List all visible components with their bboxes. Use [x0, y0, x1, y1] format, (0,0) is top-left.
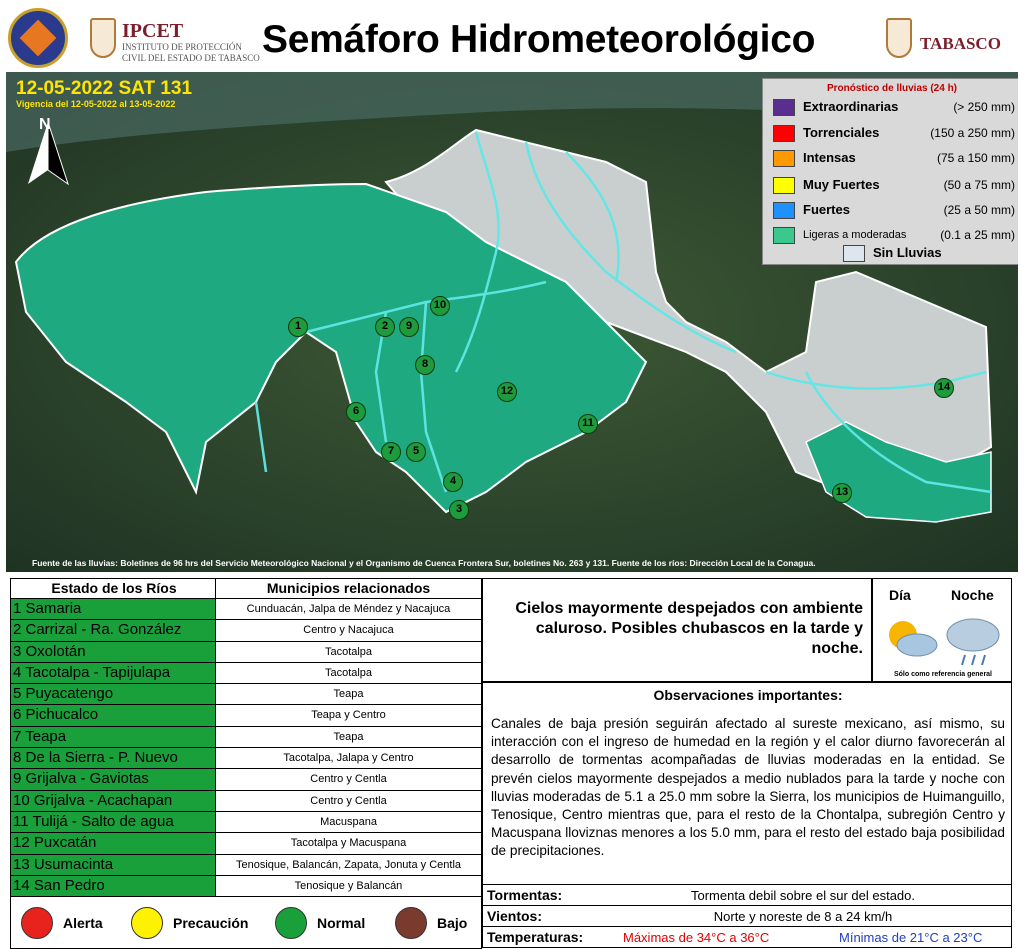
observations-box [482, 682, 1012, 885]
river-marker-2[interactable]: 2 [375, 317, 395, 337]
river-name: 4 Tacotalpa - Tapijulapa [10, 663, 216, 683]
river-municipalities: Macuspana [216, 812, 482, 832]
river-marker-10[interactable]: 10 [430, 296, 450, 316]
bottom-panel [6, 576, 1018, 949]
river-marker-13[interactable]: 13 [832, 483, 852, 503]
river-marker-12[interactable]: 12 [497, 382, 517, 402]
status-label: Precaución [173, 915, 249, 931]
river-municipalities: Tacotalpa, Jalapa y Centro [216, 748, 482, 768]
rivers-table [10, 578, 482, 897]
legend-range: (50 a 75 mm) [943, 178, 1015, 192]
river-name: 8 De la Sierra - P. Nuevo [10, 748, 216, 768]
legend-swatch [773, 177, 795, 194]
observations-title: Observaciones importantes: [653, 687, 843, 703]
legend-row-intensas [773, 148, 1018, 170]
river-name: 2 Carrizal - Ra. González [10, 620, 216, 640]
header-river-state: Estado de los Ríos [10, 579, 216, 598]
min-temperature: Mínimas de 21°C a 23°C [839, 930, 983, 945]
river-name: 1 Samaria [10, 599, 216, 619]
winds-key: Vientos: [487, 908, 542, 924]
river-municipalities: Tacotalpa y Macuspana [216, 833, 482, 853]
table-row [10, 855, 482, 876]
rivers-table-header [10, 579, 482, 599]
legend-row-fuertes [773, 200, 1018, 222]
legend-row-torrenciales [773, 123, 1018, 145]
legend-label: Torrenciales [803, 125, 880, 140]
temperatures-key: Temperaturas: [487, 929, 584, 945]
table-row [10, 769, 482, 790]
day-label: Día [889, 587, 911, 603]
legend-swatch [773, 125, 795, 142]
proteccion-civil-logo [8, 8, 68, 68]
legend-label: Ligeras a moderadas [803, 229, 907, 241]
legend-row-muy-fuertes [773, 175, 1018, 197]
storms-key: Tormentas: [487, 887, 563, 903]
river-marker-7[interactable]: 7 [381, 442, 401, 462]
river-marker-4[interactable]: 4 [443, 472, 463, 492]
legend-range: (> 250 mm) [953, 100, 1015, 114]
river-municipalities: Tenosique, Balancán, Zapata, Jonuta y Centla [216, 855, 482, 875]
data-source-note: Fuente de las lluvias: Boletines de 96 hrs del Servicio Meteorológico Nacional y el Organismo de Cuenca Frontera Sur, boletines No. 263 y 131. Fuente de los ríos: Dirección Local de la Conagua. [32, 558, 816, 568]
weather-icons-box [872, 578, 1012, 682]
river-marker-8[interactable]: 8 [415, 355, 435, 375]
temperatures-row [482, 927, 1012, 948]
river-municipalities: Teapa [216, 727, 482, 747]
table-row [10, 663, 482, 684]
table-row [10, 620, 482, 641]
ipcet-subtitle: INSTITUTO DE PROTECCIÓN CIVIL DEL ESTADO DE TABASCO [122, 42, 260, 63]
river-name: 13 Usumacinta [10, 855, 216, 875]
winds-value: Norte y noreste de 8 a 24 km/h [713, 909, 893, 924]
river-marker-1[interactable]: 1 [288, 317, 308, 337]
caution-dot-icon [131, 907, 163, 939]
river-municipalities: Centro y Nacajuca [216, 620, 482, 640]
tabasco-shield-icon [886, 18, 912, 58]
rain-icon [962, 655, 985, 665]
river-marker-6[interactable]: 6 [346, 402, 366, 422]
legend-label: Muy Fuertes [803, 177, 880, 192]
legend-title: Pronóstico de lluvias (24 h) [826, 83, 958, 94]
river-name: 3 Oxolotán [10, 642, 216, 662]
legend-swatch [843, 245, 865, 262]
river-name: 6 Pichucalco [10, 705, 216, 725]
table-row [10, 748, 482, 769]
north-label: N [39, 116, 51, 133]
rain-legend [762, 78, 1018, 265]
table-row [10, 791, 482, 812]
forecast-text: Cielos mayormente despejados con ambiente caluroso. Posibles chubascos en la tarde y noche. [515, 600, 863, 657]
header [0, 0, 1024, 72]
river-name: 11 Tulijá - Salto de agua [10, 812, 216, 832]
night-label: Noche [951, 587, 994, 603]
river-marker-14[interactable]: 14 [934, 378, 954, 398]
river-name: 10 Grijalva - Acachapan [10, 791, 216, 811]
river-name: 12 Puxcatán [10, 833, 216, 853]
low-dot-icon [395, 907, 427, 939]
river-municipalities: Tacotalpa [216, 642, 482, 662]
table-row [10, 684, 482, 705]
alert-dot-icon [21, 907, 53, 939]
river-municipalities: Tacotalpa [216, 663, 482, 683]
river-municipalities: Centro y Centla [216, 769, 482, 789]
river-name: 14 San Pedro [10, 876, 216, 896]
page-title: Semáforo Hidrometeorológico [262, 18, 816, 61]
legend-label: Intensas [803, 150, 856, 165]
river-municipalities: Teapa [216, 684, 482, 704]
river-name: 5 Puyacatengo [10, 684, 216, 704]
river-municipalities: Teapa y Centro [216, 705, 482, 725]
cloud-day-icon [897, 634, 937, 656]
legend-range: (75 a 150 mm) [936, 151, 1015, 165]
storms-value: Tormenta debil sobre el sur del estado. [690, 888, 915, 903]
weather-icons [873, 605, 1013, 675]
validity-period: Vigencia del 12-05-2022 al 13-05-2022 [16, 99, 176, 109]
map [6, 72, 1018, 572]
river-municipalities: Centro y Centla [216, 791, 482, 811]
table-row [10, 833, 482, 854]
status-label: Bajo [437, 915, 468, 931]
reference-note: Sólo como referencia general [893, 671, 993, 678]
table-row [10, 705, 482, 726]
river-marker-9[interactable]: 9 [399, 317, 419, 337]
max-temperature: Máximas de 34°C a 36°C [623, 930, 770, 945]
header-municipalities: Municipios relacionados [216, 579, 482, 598]
winds-row [482, 906, 1012, 927]
observations-text: Canales de baja presión seguirán afectado al sureste mexicano, así mismo, su interacción con el ingreso de humedad en la región y el calor diurno favorecerán al desarrollo de tormentas acompañadas de lluvias moderadas en la entidad. Se prevén cielos mayormente despejados a medio nublados para la tarde y noche con lluvias moderadas de 5.1 a 25.0 mm sobre la Sierra, los municipios de Huimanguillo, Tenosique, Centro mientras que, para el resto de la Chontalpa, subregión Centro y Macuspana lloviznas menores a los 5.0 mm, para el resto del estado baja posibilidad de precipitaciones. [491, 716, 1005, 859]
legend-label: Sin Lluvias [873, 245, 942, 260]
cloud-night-icon [947, 619, 999, 651]
legend-swatch [773, 227, 795, 244]
tabasco-label: TABASCO [920, 34, 1001, 53]
legend-label: Extraordinarias [803, 99, 899, 114]
table-row [10, 812, 482, 833]
normal-dot-icon [275, 907, 307, 939]
legend-range: (0.1 a 25 mm) [940, 228, 1015, 242]
ipcet-name: IPCET [122, 20, 184, 42]
legend-swatch [773, 202, 795, 219]
status-label: Normal [317, 915, 366, 931]
legend-row-sin-lluvias [843, 243, 1018, 265]
legend-range: (150 a 250 mm) [930, 126, 1015, 140]
table-row [10, 727, 482, 748]
table-row [10, 876, 482, 897]
river-marker-3[interactable]: 3 [449, 500, 469, 520]
status-label: Alerta [63, 915, 103, 931]
table-row [10, 642, 482, 663]
river-marker-11[interactable]: 11 [578, 414, 598, 434]
river-name: 7 Teapa [10, 727, 216, 747]
table-row [10, 599, 482, 620]
storms-row [482, 885, 1012, 906]
legend-range: (25 a 50 mm) [943, 203, 1015, 217]
ipcet-shield-icon [90, 18, 116, 58]
river-municipalities: Tenosique y Balancán [216, 876, 482, 896]
forecast-date: 12-05-2022 SAT 131 [16, 78, 193, 99]
legend-swatch [773, 150, 795, 167]
legend-row-extraordinarias [773, 97, 1018, 119]
river-municipalities: Cunduacán, Jalpa de Méndez y Nacajuca [216, 599, 482, 619]
river-marker-5[interactable]: 5 [406, 442, 426, 462]
forecast-summary [482, 578, 872, 682]
legend-swatch [773, 99, 795, 116]
status-legend [10, 896, 482, 949]
river-name: 9 Grijalva - Gaviotas [10, 769, 216, 789]
legend-label: Fuertes [803, 202, 850, 217]
